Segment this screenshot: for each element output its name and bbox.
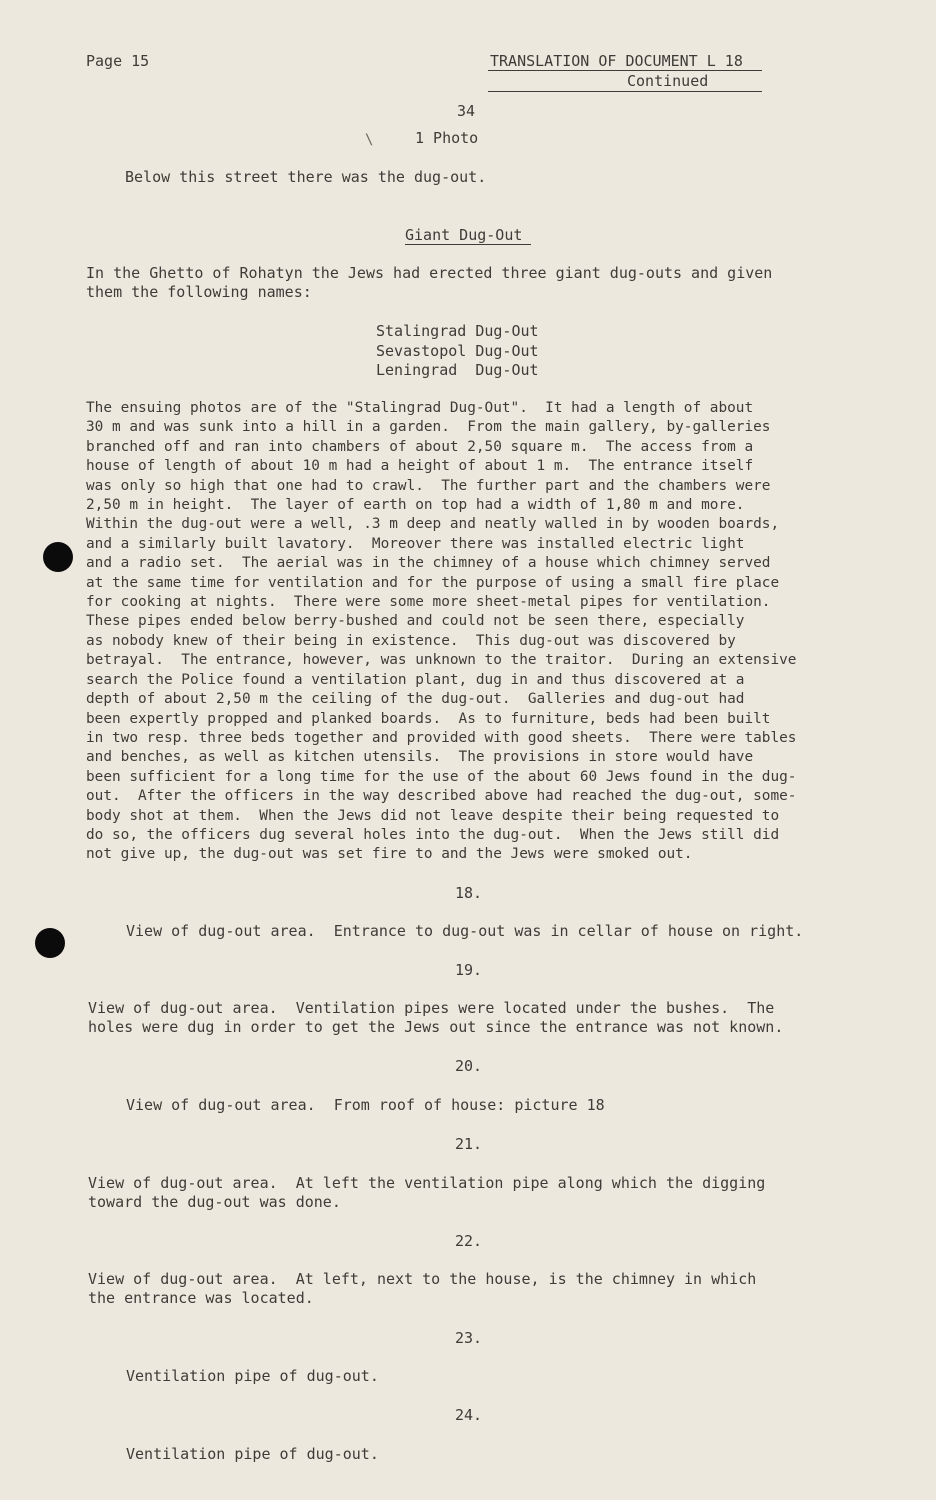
caption-text: Ventilation pipe of dug-out. [126, 1445, 379, 1463]
dugout-name: Stalingrad Dug-Out [376, 322, 539, 340]
caption-text: View of dug-out area. At left the ventilation pipe along which the digging toward the dug-out was done. [88, 1174, 766, 1212]
punch-hole [43, 542, 73, 572]
caption-text: View of dug-out area. Ventilation pipes were located under the bushes. The holes were dug in order to get the Jews out since the entrance was not known. [88, 999, 784, 1037]
punch-hole [35, 928, 65, 958]
main-paragraph: The ensuing photos are of the "Stalingrad Dug-Out". It had a length of about 30 m and was sunk into a hill in a garden. From the main gallery, by-galleries branched off and ran into chambers of about 2,50 square m. The access from a house of length of about 10 m had a height of about 1 m. The entrance itself was only so high that one had to crawl. The further part and the chambers were 2,50 m in height. The layer of earth on top had a width of 1,80 m and more. Within the dug-out were a well, .3 m deep and neatly walled in by wooden boards, and a similarly built lavatory. Moreover there was installed electric light and a radio set. The aerial was in the chimney of a house which chimney served at the same time for ventilation and for the purpose of using a small fire place for cooking at nights. There were some more sheet-metal pipes for ventilation. These pipes ended below berry-bushed and could not be seen there, especially as nobody knew of their being in existence. This dug-out was discovered by betrayal. The entrance, however, was unknown to the traitor. During an extensive search the Police found a ventilation plant, dug in and thus discovered at a depth of about 2,50 m the ceiling of the dug-out. Galleries and dug-out had been expertly propped and planked boards. As to furniture, beds had been built in two resp. three beds together and provided with good sheets. There were tables and benches, as well as kitchen utensils. The provisions in store would have been sufficient for a long time for the use of the about 60 Jews found in the dug- out. After the officers in the way described above had reached the dug-out, some- body shot at them. When the Jews did not leave despite their being requested to do so, the officers dug several holes into the dug-out. When the Jews still did not give up, the dug-out was set fire to and the Jews were smoked out. [86, 400, 797, 863]
caption-number: 22. [455, 1232, 483, 1250]
dugout-name: Leningrad Dug-Out [376, 361, 539, 379]
photo-note: 1 Photo [415, 129, 479, 147]
document-title: TRANSLATION OF DOCUMENT L 18 [490, 52, 743, 70]
section-number: 34 [457, 102, 476, 120]
caption-number: 19. [455, 961, 483, 979]
dugout-name: Sevastopol Dug-Out [376, 342, 539, 360]
subtitle-underline [488, 91, 762, 92]
stray-mark: \ [365, 132, 374, 148]
caption-text: View of dug-out area. From roof of house: picture 18 [126, 1096, 605, 1114]
page-label: Page 15 [86, 52, 150, 70]
document-subtitle: Continued [627, 72, 709, 90]
title-underline [488, 70, 762, 71]
intro-line: Below this street there was the dug-out. [125, 168, 487, 186]
caption-number: 24. [455, 1406, 483, 1424]
intro-paragraph: In the Ghetto of Rohatyn the Jews had erected three giant dug-outs and given them the following names: [86, 264, 773, 302]
caption-number: 20. [455, 1057, 483, 1075]
caption-number: 23. [455, 1329, 483, 1347]
caption-text: View of dug-out area. Entrance to dug-out was in cellar of house on right. [126, 922, 804, 940]
caption-number: 18. [455, 884, 483, 902]
heading-underline [405, 244, 531, 245]
section-heading: Giant Dug-Out [405, 226, 523, 244]
caption-number: 21. [455, 1135, 483, 1153]
caption-text: Ventilation pipe of dug-out. [126, 1367, 379, 1385]
caption-text: View of dug-out area. At left, next to the house, is the chimney in which the entrance was located. [88, 1270, 757, 1308]
